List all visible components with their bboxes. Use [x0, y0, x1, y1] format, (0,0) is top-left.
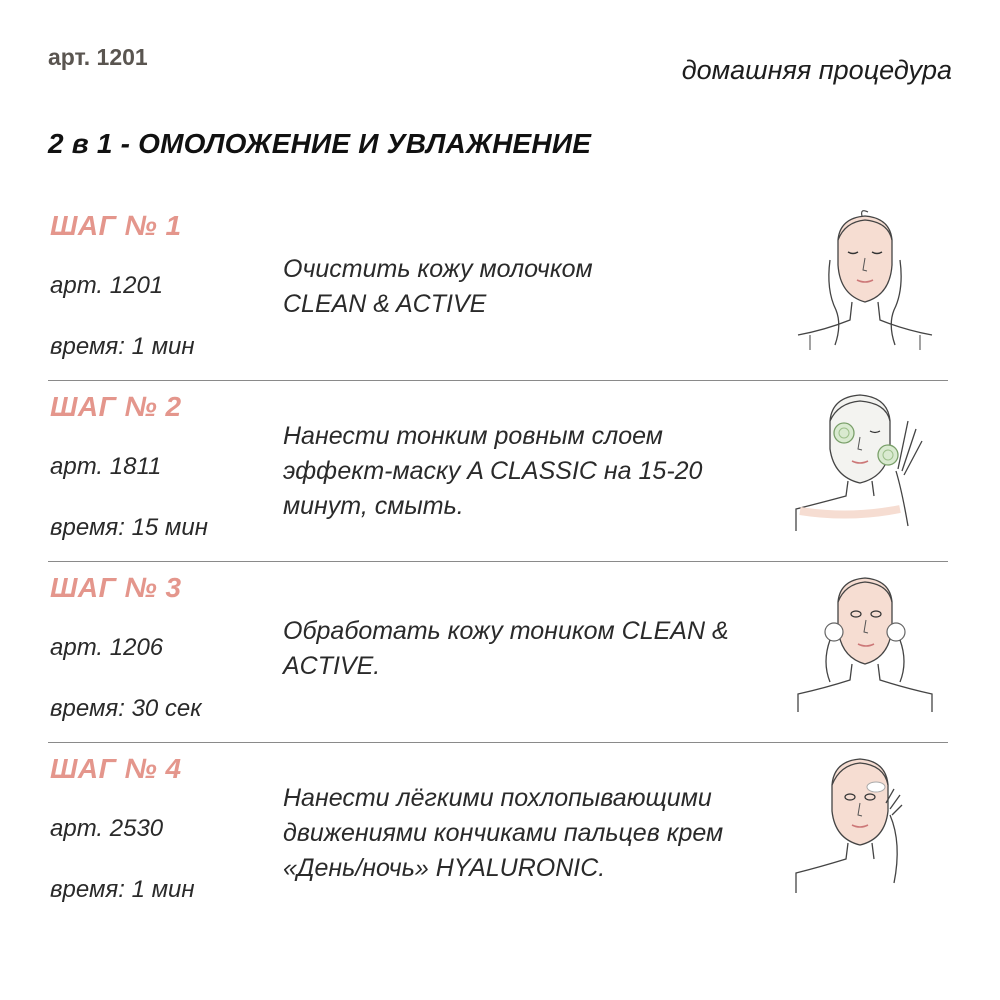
header-tagline: домашняя процедура [681, 55, 952, 85]
step-label: ШАГ № 1 [50, 210, 182, 241]
step-article: арт. 1201 [50, 272, 164, 299]
step-description: Нанести лёгкими похлопывающими движениями кончиками пальцев крем «День/ночь» HYALURONIC. [283, 784, 724, 882]
step-time: время: 1 мин [50, 876, 195, 903]
step-2 [0, 381, 1000, 562]
steps-list [0, 200, 1000, 924]
step-description: Нанести тонким ровным слоем эффект-маску A CLASSIC на 15-20 минут, смыть. [283, 422, 703, 520]
step-3 [0, 562, 1000, 743]
step-label: ШАГ № 4 [50, 753, 182, 784]
step-description: Обработать кожу тоником CLEAN & ACTIVE. [283, 617, 729, 680]
face-mask-cucumber-icon [790, 391, 940, 536]
step-time: время: 30 сек [50, 695, 202, 722]
step-article: арт. 1811 [50, 453, 162, 480]
step-time: время: 1 мин [50, 333, 195, 360]
step-description: Очистить кожу молочком CLEAN & ACTIVE [283, 255, 593, 318]
step-label: ШАГ № 2 [50, 391, 182, 422]
page-title: 2 в 1 - ОМОЛОЖЕНИЕ И УВЛАЖНЕНИЕ [48, 128, 592, 159]
face-cleansing-icon [790, 210, 940, 355]
step-article: арт. 2530 [50, 815, 164, 842]
step-article: арт. 1206 [50, 634, 164, 661]
face-cream-icon [790, 753, 940, 898]
face-toner-pads-icon [790, 572, 940, 717]
step-1 [0, 200, 1000, 381]
step-label: ШАГ № 3 [50, 572, 182, 603]
step-4 [0, 743, 1000, 924]
header-article: арт. 1201 [48, 44, 148, 70]
step-time: время: 15 мин [50, 514, 208, 541]
